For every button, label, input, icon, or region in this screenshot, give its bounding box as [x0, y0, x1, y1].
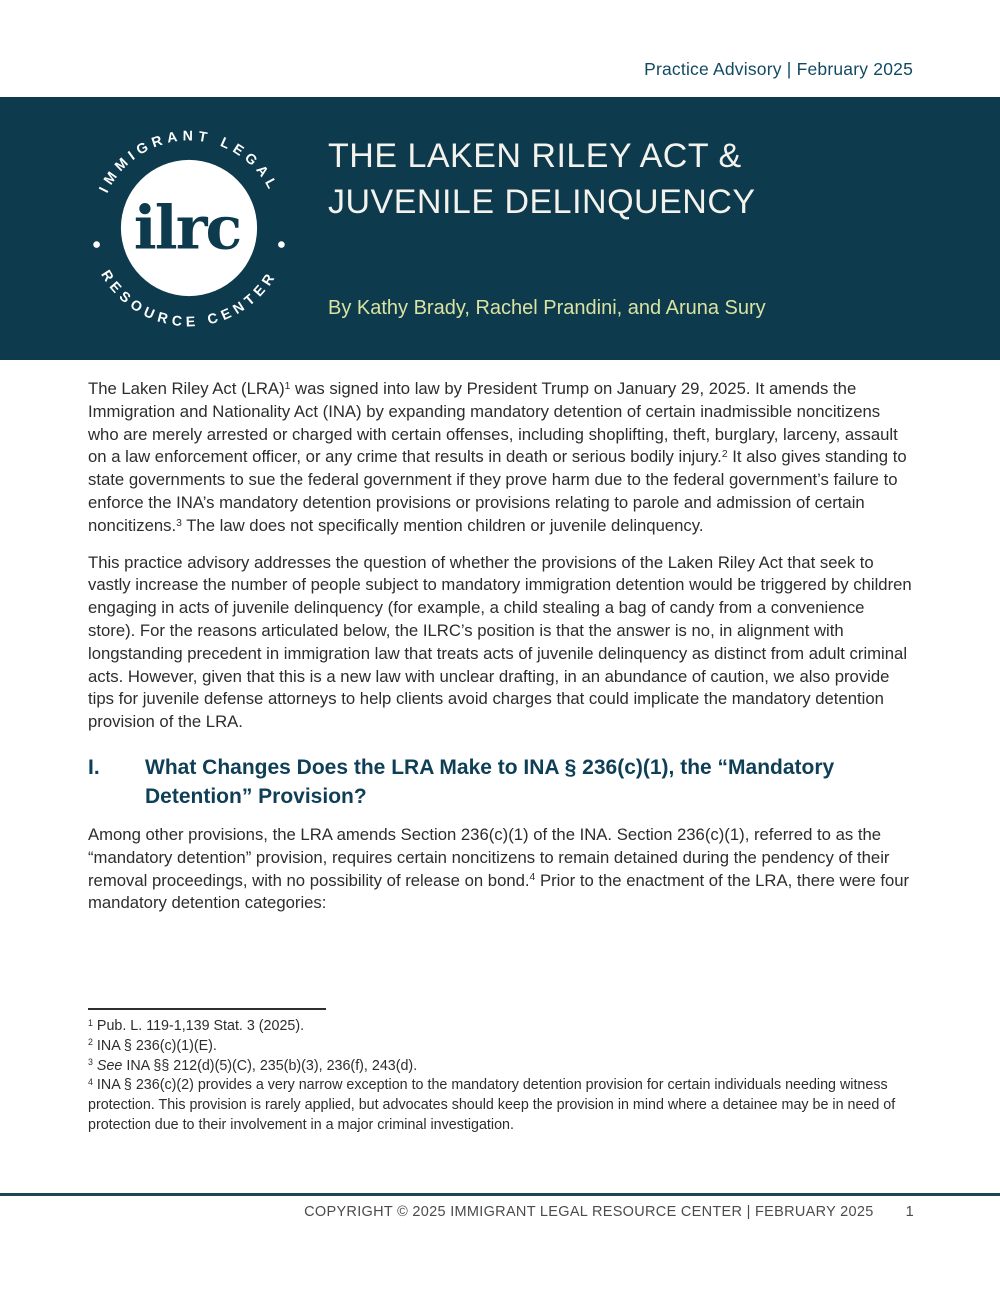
logo-ring-separator-right-icon	[278, 241, 285, 248]
logo-ring-bottom-text: RESOURCE CENTER	[98, 266, 280, 330]
ilrc-logo	[82, 121, 296, 335]
footnote-4-text: INA § 236(c)(2) provides a very narrow exception to the mandatory detention provision for certain individuals needing witness protection. This provision is rarely applied, but advocates should keep the provision in mind where a detainee may be in need of protection due to their involvement in a major criminal investigation.	[88, 1077, 896, 1133]
footnote-1	[88, 1017, 914, 1037]
intro-paragraph-1: The Laken Riley Act (LRA)$^1$ was signed into law by President Trump on January 29, 2025. It amends the Immigration and Nationality Act (INA) by expanding mandatory detention of certain inadmissible noncitizens who are merely arrested or charged with certain offenses, including shoplifting, theft, burglary, larceny, assault on a law enforcement officer, or any crime that results in death or serious bodily injury.$^2$ It also gives standing to state governments to sue the federal government if they prove harm due to the federal government’s failure to enforce the INA’s mandatory detention provisions or provisions relating to parole and admission of certain noncitizens.$^3$ The law does not specifically mention children or juvenile delinquency.	[88, 379, 907, 535]
footnote-3-marker: 3	[88, 1057, 93, 1068]
logo-ring-separator-left-icon	[93, 241, 100, 248]
title-banner	[0, 97, 1000, 360]
footnote-4-marker: 4	[88, 1076, 93, 1087]
footnote-2-marker: 2	[88, 1037, 93, 1048]
footnote-2-text: INA § 236(c)(1)(E).	[92, 1037, 217, 1054]
section-paragraph-1: Among other provisions, the LRA amends Section 236(c)(1) of the INA. Section 236(c)(1), referred to as the “mandatory detention” provision, requires certain noncitizens to remain detained during the pendency of their removal proceedings, with no possibility of release on bond.$^4$ Prior to the enactment of the LRA, there were four mandatory detention categories:	[88, 824, 910, 913]
logo-monogram: ilrc	[133, 192, 241, 264]
copyright-text: COPYRIGHT © 2025 IMMIGRANT LEGAL RESOURCE CENTER | FEBRUARY 2025	[304, 1204, 874, 1220]
body-content	[88, 378, 914, 929]
document-title-line1: THE LAKEN RILEY ACT &	[328, 137, 742, 175]
byline: By Kathy Brady, Rachel Prandini, and Aruna Sury	[328, 297, 766, 319]
header-meta: Practice Advisory | February 2025	[644, 59, 913, 79]
document-title	[328, 133, 756, 225]
section-title: What Changes Does the LRA Make to INA § 236(c)(1), the “Mandatory Detention” Provision?	[145, 755, 835, 808]
logo-ring-top-text: IMMIGRANT LEGAL	[95, 127, 283, 196]
footnote-1-marker: 1	[88, 1017, 93, 1028]
page-number: 1	[905, 1204, 914, 1220]
page-footer	[88, 1204, 914, 1220]
footnote-separator-rule	[88, 1008, 326, 1010]
footnotes-section	[88, 1008, 914, 1136]
section-heading-1	[88, 753, 914, 811]
footnote-4	[88, 1076, 914, 1135]
document-title-line2: JUVENILE DELINQUENCY	[328, 183, 756, 221]
footer-rule	[0, 1193, 1000, 1196]
footnote-3-text: See INA §§ 212(d)(5)(C), 235(b)(3), 236(f), 243(d).	[96, 1057, 418, 1074]
section-number: I.	[88, 755, 100, 779]
intro-paragraph-2: This practice advisory addresses the question of whether the provisions of the Laken Riley Act that seek to vastly increase the number of people subject to mandatory immigration detention would be triggered by children engaging in acts of juvenile delinquency (for example, a child stealing a bag of candy from a convenience store). For the reasons articulated below, the ILRC’s position is that the answer is no, in alignment with longstanding precedent in immigration law that treats acts of juvenile delinquency as distinct from adult criminal acts. However, given that this is a new law with unclear drafting, in an abundance of caution, we also provide tips for juvenile defense attorneys to help clients avoid charges that could implicate the mandatory detention provision of the LRA.	[88, 552, 912, 732]
footnote-2	[88, 1037, 914, 1057]
footnote-3	[88, 1057, 914, 1077]
footnote-1-text: Pub. L. 119-1,139 Stat. 3 (2025).	[92, 1018, 305, 1034]
